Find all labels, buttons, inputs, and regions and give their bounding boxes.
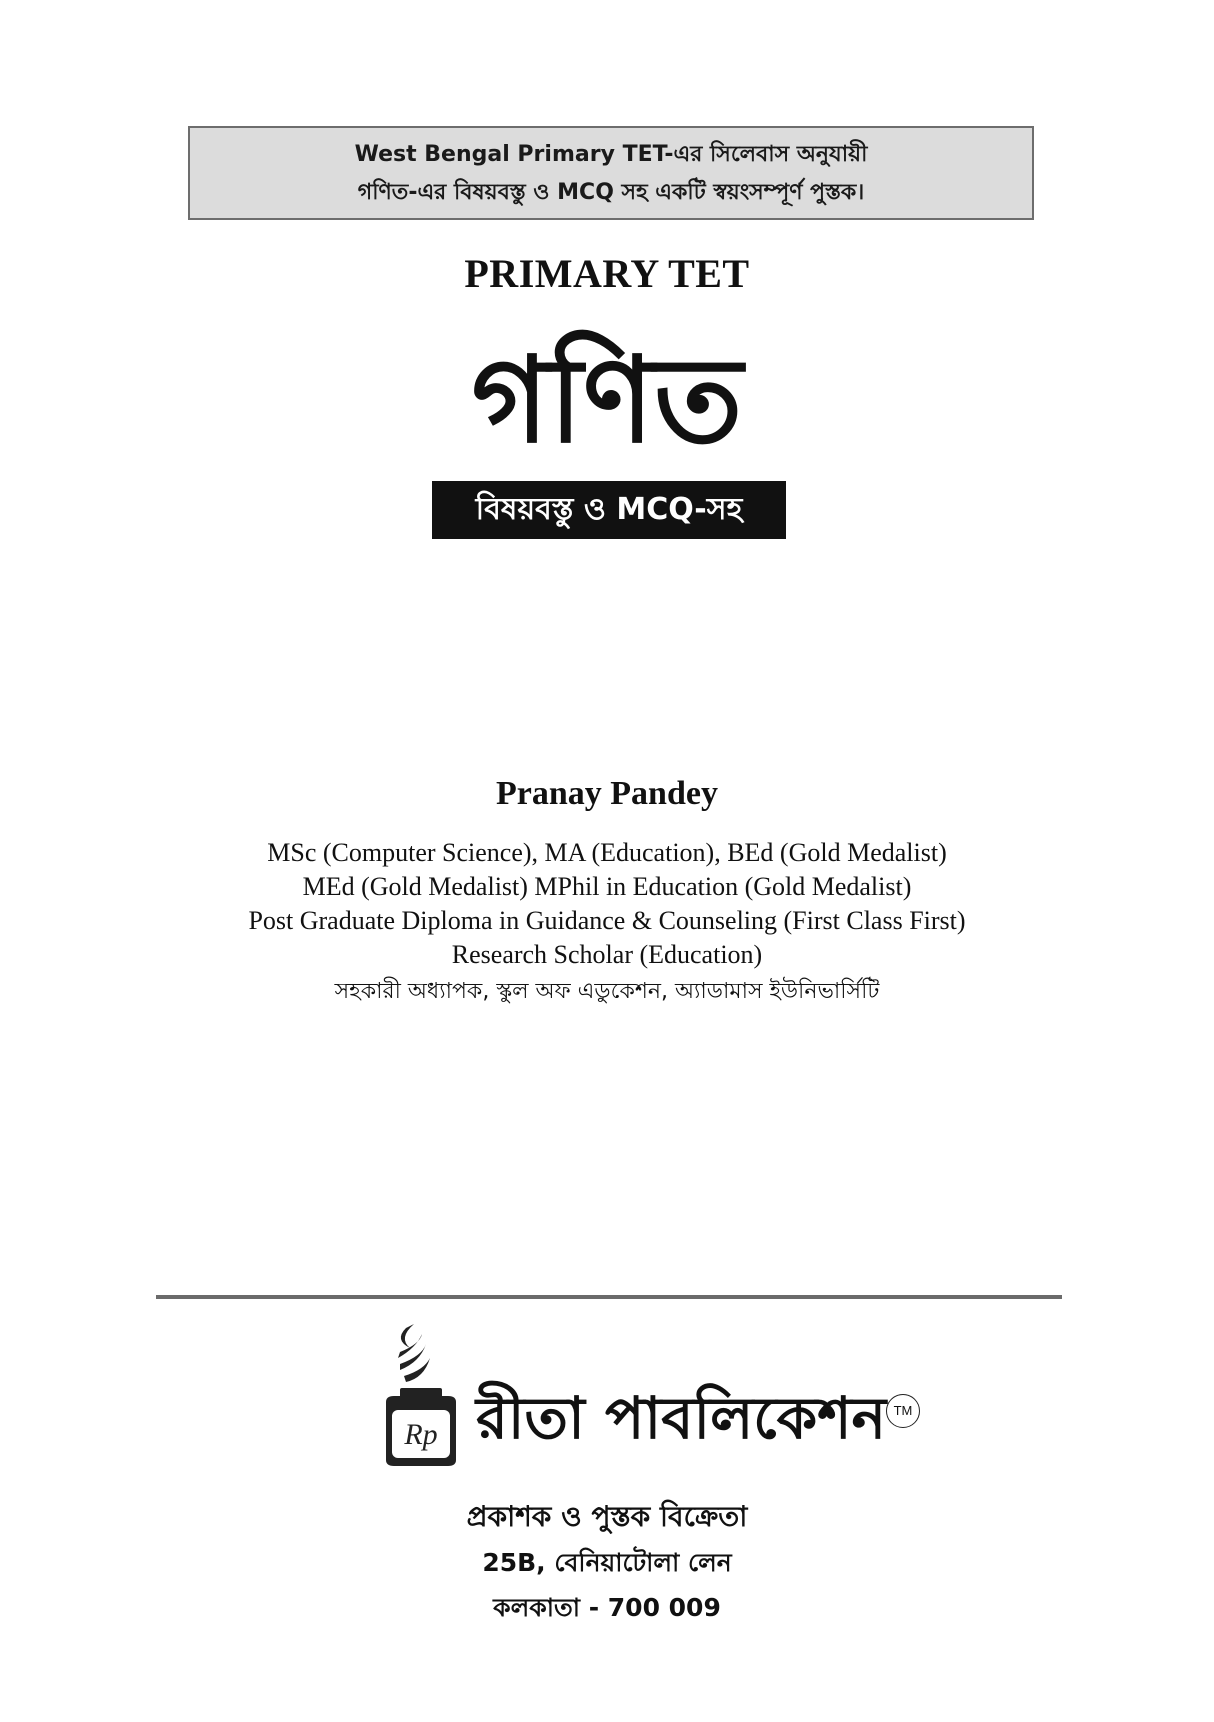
qualification-line: MEd (Gold Medalist) MPhil in Education (Gold Medalist): [302, 872, 912, 901]
author-qualifications: [0, 836, 1214, 1012]
publisher-address: 25B, বেনিয়াটোলা লেন: [482, 1548, 732, 1577]
content-badge: বিষয়বস্তু ও MCQ-সহ: [432, 481, 786, 539]
syllabus-box: [188, 126, 1034, 220]
qualification-line: Post Graduate Diploma in Guidance & Counseling (First Class First): [248, 906, 966, 935]
divider: [156, 1295, 1062, 1299]
publisher-role: প্রকাশক ও পুস্তক বিক্রেতা: [466, 1500, 748, 1533]
logo-monogram: Rp: [404, 1418, 438, 1451]
qualification-line: Research Scholar (Education): [451, 940, 763, 969]
author-name: Pranay Pandey: [496, 775, 718, 812]
syllabus-line-2: গণিত-এর বিষয়বস্তু ও MCQ সহ একটি স্বয়ংসম্পূর্ণ পুস্তক।: [357, 180, 865, 205]
subject-title: গণিত: [471, 331, 743, 469]
publisher-name: রীতা পাবলিকেশন: [476, 1384, 887, 1452]
publisher-city: কলকাতা - 700 009: [493, 1593, 721, 1622]
book-flame-icon: [376, 1318, 466, 1468]
trademark-mark: TM: [886, 1394, 920, 1428]
author-position: সহকারী অধ্যাপক, স্কুল অফ এডুকেশন, অ্যাডামাস ইউনিভার্সিটি: [334, 979, 880, 1004]
series-title: PRIMARY TET: [464, 251, 750, 296]
syllabus-line-1: West Bengal Primary TET-এর সিলেবাস অনুযায়ী: [354, 142, 868, 167]
qualification-line: MSc (Computer Science), MA (Education), BEd (Gold Medalist): [267, 838, 947, 867]
